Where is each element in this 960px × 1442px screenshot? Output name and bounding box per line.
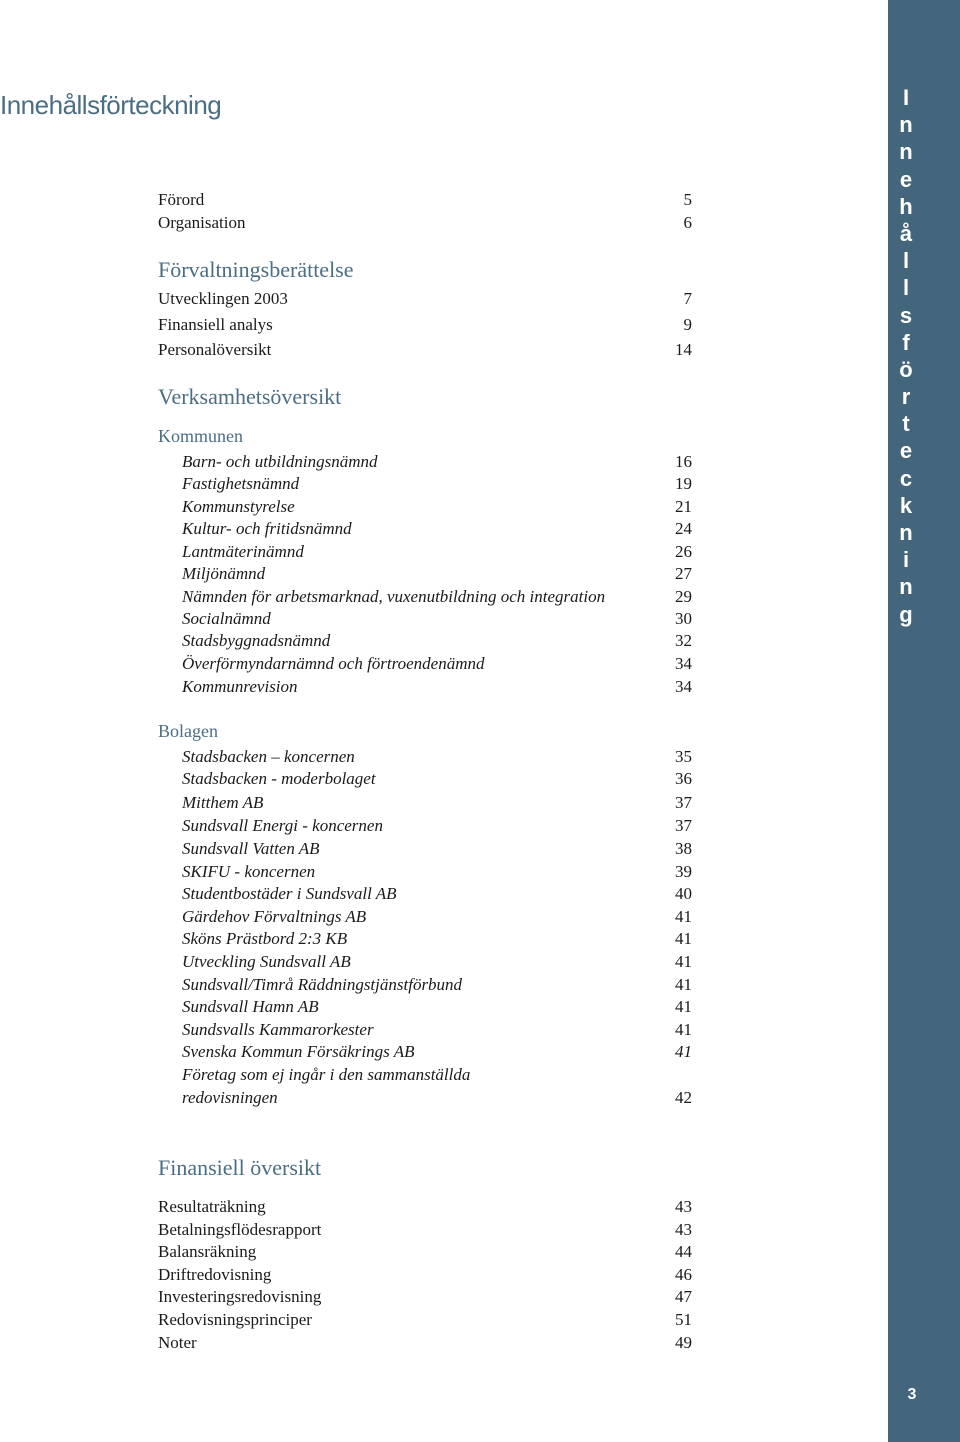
toc-entry-page: 27 bbox=[675, 564, 692, 583]
toc-entry[interactable] bbox=[158, 1332, 692, 1354]
subsection-heading-bolagen: Bolagen bbox=[158, 721, 218, 741]
toc-entry[interactable] bbox=[158, 563, 692, 585]
toc-entry-label: Studentbostäder i Sundsvall AB bbox=[182, 884, 397, 903]
toc-entry-page: 38 bbox=[675, 839, 692, 858]
toc-entry-label: Företag som ej ingår i den sammanställda bbox=[182, 1065, 471, 1084]
toc-entry-page: 41 bbox=[675, 1042, 692, 1061]
sidebar-band bbox=[888, 0, 960, 1442]
toc-entry-page: 51 bbox=[675, 1310, 692, 1329]
toc-entry-label: Fastighetsnämnd bbox=[182, 474, 300, 493]
toc-entry-page: 30 bbox=[675, 609, 692, 628]
sidebar-letter: g bbox=[899, 601, 913, 627]
sidebar-vertical-title bbox=[888, 84, 924, 628]
toc-entry-page: 41 bbox=[675, 975, 692, 994]
toc-entry-organisation[interactable] bbox=[158, 212, 692, 234]
toc-entry[interactable] bbox=[158, 928, 692, 950]
toc-entry-label: Noter bbox=[158, 1333, 197, 1352]
toc-entry-label: Överförmyndarnämnd och förtroendenämnd bbox=[182, 654, 485, 673]
toc-entry-label: Socialnämnd bbox=[182, 609, 271, 628]
toc-entry[interactable] bbox=[158, 838, 692, 860]
toc-entry-label: Lantmäterinämnd bbox=[182, 542, 304, 561]
toc-entry-label: Balansräkning bbox=[158, 1242, 257, 1261]
section-heading-verksamhetsoversikt: Verksamhetsöversikt bbox=[158, 384, 342, 409]
toc-entry-page: 42 bbox=[675, 1088, 692, 1107]
toc-entry-page: 26 bbox=[675, 542, 692, 561]
toc-entry-label: Sundsvall Energi - koncernen bbox=[182, 816, 383, 835]
toc-entry-page: 44 bbox=[675, 1242, 692, 1261]
toc-entry[interactable] bbox=[158, 451, 692, 473]
toc-entry-label: Utveckling Sundsvall AB bbox=[182, 952, 351, 971]
sidebar-letter: l bbox=[902, 275, 910, 301]
sidebar-letter: ö bbox=[899, 356, 913, 382]
toc-entry-page: 9 bbox=[683, 315, 692, 334]
sidebar-letter: å bbox=[899, 220, 913, 246]
sidebar-letter: n bbox=[899, 574, 913, 600]
toc-entry[interactable] bbox=[158, 746, 692, 768]
sidebar-letter: k bbox=[899, 492, 913, 518]
toc-entry-label: Svenska Kommun Försäkrings AB bbox=[182, 1042, 415, 1061]
toc-entry[interactable] bbox=[158, 815, 692, 837]
sidebar-letter: f bbox=[902, 329, 910, 355]
toc-entry-multiline-line1[interactable] bbox=[158, 1064, 692, 1086]
toc-entry[interactable] bbox=[158, 974, 692, 996]
toc-entry[interactable] bbox=[158, 1286, 692, 1308]
toc-entry-label: SKIFU - koncernen bbox=[182, 862, 316, 881]
toc-entry-page: 41 bbox=[675, 997, 692, 1016]
toc-entry-label: Sundsvall Vatten AB bbox=[182, 839, 320, 858]
sidebar-letter: l bbox=[902, 248, 910, 274]
sidebar-letter: I bbox=[902, 85, 910, 110]
toc-entry-label: Betalningsflödesrapport bbox=[158, 1220, 322, 1239]
toc-entry-label: Sköns Prästbord 2:3 KB bbox=[182, 929, 348, 948]
sidebar-letter: c bbox=[899, 465, 913, 491]
toc-entry-label: Mitthem AB bbox=[182, 793, 264, 812]
toc-entry[interactable] bbox=[158, 314, 692, 336]
toc-entry-label: Stadsbyggnadsnämnd bbox=[182, 631, 331, 650]
toc-entry-label: Organisation bbox=[158, 213, 246, 232]
sidebar-letter: n bbox=[899, 520, 913, 545]
toc-entry-label: Barn- och utbildningsnämnd bbox=[182, 452, 378, 471]
sidebar-letter: n bbox=[899, 139, 913, 165]
toc-entry[interactable] bbox=[158, 608, 692, 630]
toc-entry-page: 41 bbox=[675, 952, 692, 971]
toc-entry-label: Personalöversikt bbox=[158, 340, 272, 359]
toc-entry-label: Miljönämnd bbox=[182, 564, 266, 583]
toc-entry-page: 14 bbox=[675, 340, 692, 359]
toc-entry-label: Resultaträkning bbox=[158, 1197, 266, 1216]
toc-entry-label: Sundsvall/Timrå Räddningstjänstförbund bbox=[182, 975, 463, 994]
sidebar-letter: e bbox=[899, 166, 913, 192]
subsection-heading-kommunen: Kommunen bbox=[158, 426, 243, 446]
sidebar-letter: h bbox=[899, 193, 913, 219]
toc-entry[interactable] bbox=[158, 1309, 692, 1331]
toc-entry-page: 36 bbox=[675, 769, 692, 788]
toc-entry-page: 43 bbox=[675, 1197, 692, 1216]
toc-entry[interactable] bbox=[158, 473, 692, 495]
toc-entry-page: 47 bbox=[675, 1287, 692, 1306]
toc-entry[interactable] bbox=[158, 996, 692, 1018]
toc-entry-page: 49 bbox=[675, 1333, 692, 1352]
toc-entry-page: 29 bbox=[675, 587, 692, 606]
toc-entry[interactable] bbox=[158, 541, 692, 563]
toc-entry-page: 19 bbox=[675, 474, 692, 493]
toc-entry[interactable] bbox=[158, 339, 692, 361]
sidebar-letter: r bbox=[901, 384, 911, 410]
toc-entry-forord[interactable] bbox=[158, 189, 692, 211]
toc-entry[interactable] bbox=[158, 1264, 692, 1286]
toc-entry-page: 6 bbox=[683, 213, 692, 232]
toc-entry-page: 37 bbox=[675, 793, 692, 812]
toc-entry[interactable] bbox=[158, 906, 692, 928]
toc-entry[interactable] bbox=[158, 768, 692, 790]
page-title: Innehållsförteckning bbox=[0, 90, 222, 120]
toc-entry[interactable] bbox=[158, 1196, 692, 1218]
toc-entry-label: Sundsvall Hamn AB bbox=[182, 997, 319, 1016]
toc-entry-label: Nämnden för arbetsmarknad, vuxenutbildning och integration bbox=[182, 587, 606, 606]
toc-entry-page: 24 bbox=[675, 519, 692, 538]
toc-entry-page: 40 bbox=[675, 884, 692, 903]
toc-entry[interactable] bbox=[158, 288, 692, 310]
toc-entry-label: Stadsbacken – koncernen bbox=[182, 747, 355, 766]
toc-entry[interactable] bbox=[158, 496, 692, 518]
sidebar-letter: e bbox=[899, 438, 913, 464]
toc-entry-label: Investeringsredovisning bbox=[158, 1287, 322, 1306]
toc-entry[interactable] bbox=[158, 676, 692, 698]
toc-entry-label: Gärdehov Förvaltnings AB bbox=[182, 907, 367, 926]
sidebar-letter: i bbox=[902, 547, 910, 573]
toc-entry[interactable] bbox=[158, 951, 692, 973]
toc-entry[interactable] bbox=[158, 1019, 692, 1041]
toc-entry-page: 32 bbox=[675, 631, 692, 650]
toc-entry[interactable] bbox=[158, 883, 692, 905]
toc-entry[interactable] bbox=[158, 1041, 692, 1063]
toc-entry-label: Kommunrevision bbox=[182, 677, 298, 696]
toc-entry-page: 39 bbox=[675, 862, 692, 881]
toc-entry-label: Redovisningsprinciper bbox=[158, 1310, 312, 1329]
toc-entry-page: 34 bbox=[675, 654, 692, 673]
toc-entry-page: 21 bbox=[675, 497, 692, 516]
toc-entry-page: 46 bbox=[675, 1265, 692, 1284]
toc-entry[interactable] bbox=[158, 1219, 692, 1241]
toc-entry[interactable] bbox=[158, 1241, 692, 1263]
toc-entry-page: 7 bbox=[683, 289, 692, 308]
page-number: 3 bbox=[907, 1386, 917, 1403]
toc-entry[interactable] bbox=[158, 792, 692, 814]
toc-entry-page: 5 bbox=[683, 190, 692, 209]
toc-entry-label: Kultur- och fritidsnämnd bbox=[182, 519, 352, 538]
toc-entry[interactable] bbox=[158, 586, 692, 608]
toc-entry[interactable] bbox=[158, 630, 692, 652]
toc-entry-page: 41 bbox=[675, 1020, 692, 1039]
section-heading-forvaltningsberattelse: Förvaltningsberättelse bbox=[158, 257, 354, 282]
toc-entry-page: 41 bbox=[675, 907, 692, 926]
toc-entry-label: Utvecklingen 2003 bbox=[158, 289, 288, 308]
sidebar-letter: s bbox=[899, 302, 913, 328]
toc-entry-page: 41 bbox=[675, 929, 692, 948]
sidebar-letter: t bbox=[902, 411, 910, 437]
sidebar-letter: n bbox=[899, 112, 913, 138]
toc-entry-label: Finansiell analys bbox=[158, 315, 273, 334]
toc-entry-page: 43 bbox=[675, 1220, 692, 1239]
toc-entry-label: Kommunstyrelse bbox=[182, 497, 295, 516]
toc-entry-multiline-line2[interactable] bbox=[158, 1087, 692, 1109]
toc-entry[interactable] bbox=[158, 653, 692, 675]
toc-entry-label: redovisningen bbox=[182, 1088, 278, 1107]
toc-entry-label: Driftredovisning bbox=[158, 1265, 272, 1284]
toc-entry-page: 16 bbox=[675, 452, 692, 471]
toc-entry[interactable] bbox=[158, 518, 692, 540]
toc-entry-page: 35 bbox=[675, 747, 692, 766]
toc-entry-label: Sundsvalls Kammarorkester bbox=[182, 1020, 374, 1039]
section-heading-finansiell-oversikt: Finansiell översikt bbox=[158, 1155, 322, 1180]
toc-entry-page: 37 bbox=[675, 816, 692, 835]
toc-entry-label: Stadsbacken - moderbolaget bbox=[182, 769, 376, 788]
toc-entry-label: Förord bbox=[158, 190, 205, 209]
toc-entry-page: 34 bbox=[675, 677, 692, 696]
toc-entry[interactable] bbox=[158, 861, 692, 883]
